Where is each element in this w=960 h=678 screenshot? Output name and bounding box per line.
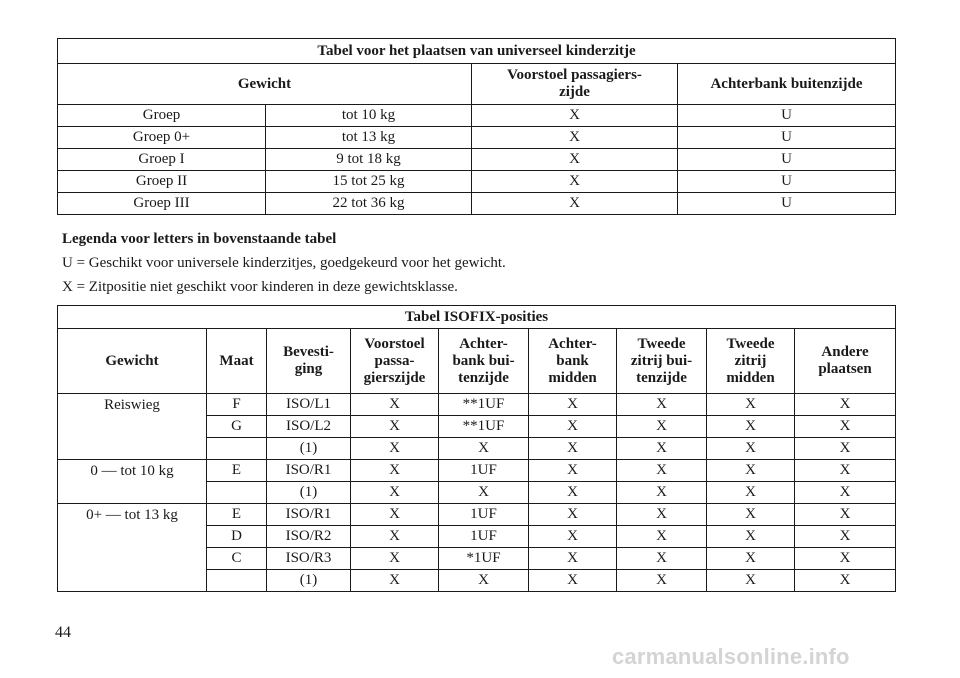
table-cell: U [678,171,896,193]
table-cell: 1UF [439,504,529,526]
table2-header-cell: Gewicht [58,329,207,394]
table-cell: X [351,460,439,482]
table-cell: Groep II [58,171,266,193]
table-cell: X [707,394,795,416]
table-cell: X [795,482,896,504]
legend-x-line: X = Zitpositie niet geschikt voor kinderen in deze gewichtsklasse. [62,279,458,295]
table-cell: X [707,548,795,570]
table-cell: X [351,570,439,592]
table-cell: U [678,193,896,215]
table-cell: X [617,526,707,548]
weight-group-label: Reiswieg [58,394,207,460]
table-cell: X [707,570,795,592]
table-cell: X [707,482,795,504]
table-cell: X [795,570,896,592]
table-cell: 1UF [439,526,529,548]
table2-header-cell: Tweede zitrij midden [707,329,795,394]
table-cell: C [207,548,267,570]
table-cell: X [795,416,896,438]
table-cell: X [351,394,439,416]
table-cell: X [472,193,678,215]
table2-header-cell: Tweede zitrij bui- tenzijde [617,329,707,394]
table-cell: ISO/R3 [267,548,351,570]
table1-title: Tabel voor het plaatsen van universeel kinderzitje [58,39,896,64]
table-cell [207,570,267,592]
table2-title: Tabel ISOFIX-posities [58,306,896,329]
table-cell: (1) [267,438,351,460]
table-row [58,193,896,215]
table-cell: 15 tot 25 kg [266,171,472,193]
table2-header-cell: Andere plaatsen [795,329,896,394]
table-cell: X [472,105,678,127]
watermark: carmanualsonline.info [612,644,850,669]
table-cell: X [707,416,795,438]
table-row [58,460,896,482]
table-cell: 9 tot 18 kg [266,149,472,171]
table-cell: X [795,460,896,482]
table-cell: X [617,394,707,416]
table-cell: X [617,548,707,570]
table-cell: X [529,416,617,438]
table-cell: X [472,127,678,149]
table-cell: X [351,548,439,570]
table-cell: X [707,504,795,526]
isofix-table [57,305,896,592]
table1-header-weight: Gewicht [58,64,472,105]
table-cell: Groep III [58,193,266,215]
table-cell [207,438,267,460]
table2-header-cell: Voorstoel passa- gierszijde [351,329,439,394]
weight-group-label: 0 — tot 10 kg [58,460,207,504]
table-cell: X [617,416,707,438]
table2-header-cell: Achter- bank midden [529,329,617,394]
table-row [58,504,896,526]
table-cell: X [351,504,439,526]
table-cell: X [529,460,617,482]
universal-seat-table [57,38,896,215]
table-cell: X [529,570,617,592]
table-cell: X [795,526,896,548]
table-cell: X [529,438,617,460]
table-cell: E [207,460,267,482]
table-row [58,127,896,149]
table-cell: ISO/R2 [267,526,351,548]
table2-header-cell: Maat [207,329,267,394]
table-cell: U [678,127,896,149]
table-cell: X [795,438,896,460]
table-cell: E [207,504,267,526]
table-cell: X [529,548,617,570]
table2-header-cell: Achter- bank bui- tenzijde [439,329,529,394]
weight-group-label: 0+ — tot 13 kg [58,504,207,592]
table-cell: G [207,416,267,438]
table-cell: X [707,460,795,482]
table-cell: X [707,526,795,548]
table-cell: X [472,149,678,171]
table-cell: U [678,149,896,171]
table-cell: X [529,504,617,526]
table-cell: (1) [267,482,351,504]
table-cell: X [351,482,439,504]
table-cell: X [707,438,795,460]
table-cell: ISO/R1 [267,504,351,526]
table-cell: X [472,171,678,193]
table1-header-rear-outer: Achterbank buitenzijde [678,64,896,105]
table-row [58,105,896,127]
table-cell: X [795,504,896,526]
table-cell: X [439,570,529,592]
table-cell: ISO/L1 [267,394,351,416]
table-cell: X [529,394,617,416]
table2-header-cell: Bevesti- ging [267,329,351,394]
table-cell: Groep I [58,149,266,171]
table-cell: ISO/L2 [267,416,351,438]
legend-title: Legenda voor letters in bovenstaande tabel [62,231,337,247]
table-cell: Groep [58,105,266,127]
table-cell: X [617,438,707,460]
table-cell: X [617,460,707,482]
table-cell: F [207,394,267,416]
table-cell: U [678,105,896,127]
page-number: 44 [55,624,71,641]
table-cell: X [529,482,617,504]
table-cell: X [617,504,707,526]
table-cell: X [351,438,439,460]
table-cell: **1UF [439,416,529,438]
table-cell: X [529,526,617,548]
table-cell: D [207,526,267,548]
table-cell: (1) [267,570,351,592]
table-cell: X [795,548,896,570]
table-cell: tot 13 kg [266,127,472,149]
table-cell [207,482,267,504]
table-cell: X [617,570,707,592]
table-cell: X [351,526,439,548]
table-cell: X [617,482,707,504]
table-row [58,149,896,171]
table-row [58,394,896,416]
table-cell: 1UF [439,460,529,482]
table1-header-front-seat: Voorstoel passagiers- zijde [472,64,678,105]
table-cell: X [439,482,529,504]
table-cell: Groep 0+ [58,127,266,149]
table-cell: X [439,438,529,460]
table-cell: 22 tot 36 kg [266,193,472,215]
table-cell: **1UF [439,394,529,416]
table-cell: ISO/R1 [267,460,351,482]
table-cell: tot 10 kg [266,105,472,127]
table-cell: X [351,416,439,438]
table-cell: X [795,394,896,416]
table-cell: *1UF [439,548,529,570]
table-row [58,171,896,193]
legend-u-line: U = Geschikt voor universele kinderzitjes, goedgekeurd voor het gewicht. [62,255,506,271]
